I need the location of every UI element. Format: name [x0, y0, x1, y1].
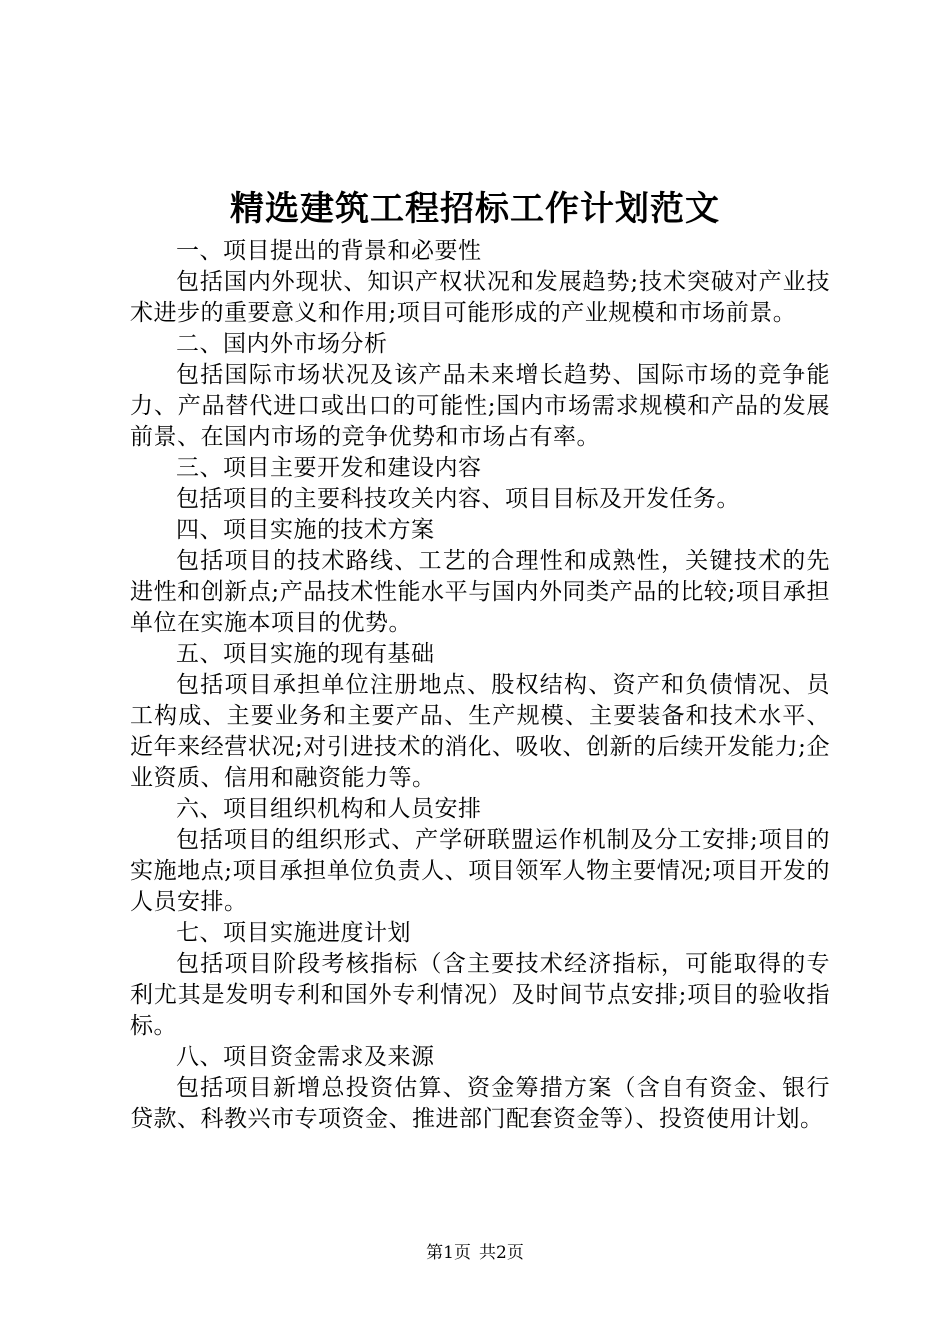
section-heading: 一、项目提出的背景和必要性 — [176, 238, 482, 264]
document-title: 精选建筑工程招标工作计划范文 — [230, 189, 720, 229]
section-heading: 六、项目组织机构和人员安排 — [176, 796, 482, 822]
section-heading: 四、项目实施的技术方案 — [176, 517, 435, 543]
section-8 — [130, 1042, 830, 1135]
section-content: 包括国际市场状况及该产品未来增长趋势、国际市场的竞争能力、产品替代进口或出口的可能性;国内市场需求规模和产品的发展前景、在国内市场的竞争优势和市场占有率。 — [130, 362, 830, 450]
section-7 — [130, 918, 830, 1042]
section-content: 包括项目阶段考核指标（含主要技术经济指标，可能取得的专利尤其是发明专利和国外专利情况）及时间节点安排;项目的验收指标。 — [130, 951, 830, 1039]
section-6 — [130, 794, 830, 918]
section-heading: 七、项目实施进度计划 — [176, 920, 411, 946]
section-content: 包括项目新增总投资估算、资金筹措方案（含自有资金、银行贷款、科教兴市专项资金、推进部门配套资金等）、投资使用计划。 — [130, 1075, 830, 1132]
section-content: 包括项目的主要科技攻关内容、项目目标及开发任务。 — [176, 486, 740, 512]
section-content: 包括项目的组织形式、产学研联盟运作机制及分工安排;项目的实施地点;项目承担单位负责人、项目领军人物主要情况;项目开发的人员安排。 — [130, 827, 830, 915]
section-heading: 三、项目主要开发和建设内容 — [176, 455, 482, 481]
page-footer — [0, 1241, 950, 1265]
section-content: 包括国内外现状、知识产权状况和发展趋势;技术突破对产业技术进步的重要意义和作用;项目可能形成的产业规模和市场前景。 — [130, 269, 830, 326]
section-3 — [130, 453, 830, 515]
section-5 — [130, 639, 830, 794]
section-1 — [130, 236, 830, 329]
document-body — [130, 236, 830, 1135]
section-content: 包括项目承担单位注册地点、股权结构、资产和负债情况、员工构成、主要业务和主要产品、生产规模、主要装备和技术水平、近年来经营状况;对引进技术的消化、吸收、创新的后续开发能力;企业资质、信用和融资能力等。 — [130, 672, 830, 791]
section-2 — [130, 329, 830, 453]
page-total: 共2页 — [479, 1243, 524, 1263]
section-heading: 八、项目资金需求及来源 — [176, 1044, 435, 1070]
section-4 — [130, 515, 830, 639]
section-heading: 五、项目实施的现有基础 — [176, 641, 435, 667]
page-number: 第1页 — [426, 1243, 471, 1263]
section-heading: 二、国内外市场分析 — [176, 331, 388, 357]
section-content: 包括项目的技术路线、工艺的合理性和成熟性，关键技术的先进性和创新点;产品技术性能水平与国内外同类产品的比较;项目承担单位在实施本项目的优势。 — [130, 548, 830, 636]
